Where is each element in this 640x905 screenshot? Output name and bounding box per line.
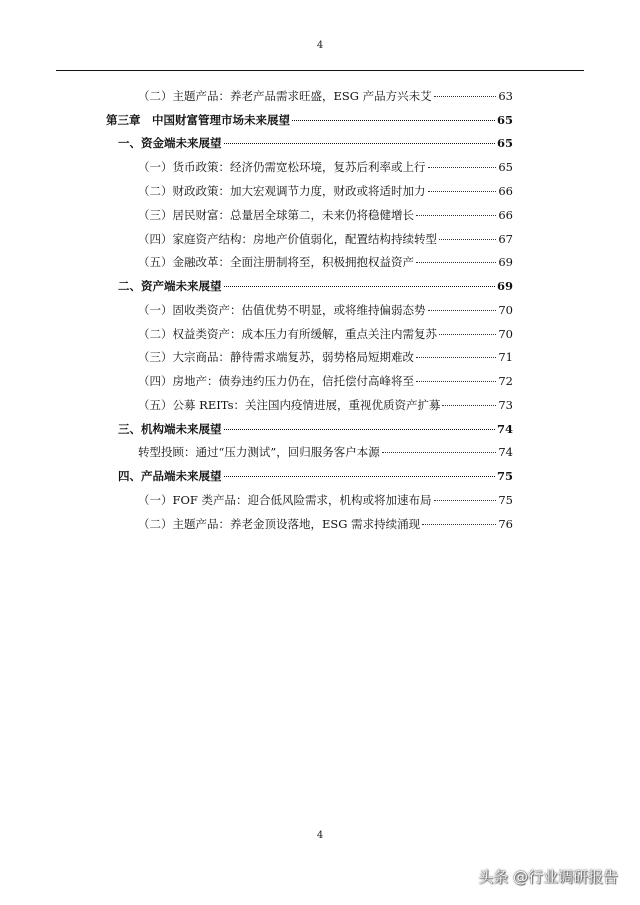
toc-entry[interactable]	[138, 205, 513, 225]
dot-leader	[442, 405, 496, 406]
dot-leader	[428, 167, 497, 168]
toc-entry-page-number: 73	[498, 398, 513, 412]
toc-entry-page-number: 66	[498, 208, 513, 222]
dot-leader	[416, 357, 496, 358]
toc-entry-title: （二）主题产品：养老金顶设落地，ESG 需求持续涌现	[138, 517, 421, 531]
toc-entry-title: 转型投顾：通过“压力测试”，回归服务客户本源	[138, 445, 380, 459]
toc-entry[interactable]	[138, 347, 513, 367]
toc-entry-page-number: 65	[496, 113, 513, 127]
dot-leader	[428, 310, 497, 311]
toc-entry-title: （四）家庭资产结构：房地产价值弱化，配置结构持续转型	[138, 232, 437, 246]
dot-leader	[224, 143, 495, 144]
toc-entry[interactable]	[138, 229, 513, 249]
toc-entry-page-number: 72	[498, 374, 513, 388]
dot-leader	[434, 500, 497, 501]
toc-entry-page-number: 70	[498, 303, 513, 317]
toc-entry[interactable]	[138, 86, 513, 106]
toc-entry-title: （五）金融改革：全面注册制将至，积极拥抱权益资产	[138, 255, 414, 269]
header-rule	[56, 70, 584, 71]
toc-entry[interactable]	[106, 110, 513, 130]
toc-entry[interactable]	[138, 252, 513, 272]
toc-entry[interactable]	[118, 276, 513, 296]
toc-entry-page-number: 76	[498, 517, 513, 531]
toc-entry-title: （二）财政政策：加大宏观调节力度，财政或将适时加力	[138, 184, 426, 198]
toc-entry-page-number: 74	[496, 422, 513, 436]
toc-entry-title: （三）居民财富：总量居全球第二，未来仍将稳健增长	[138, 208, 414, 222]
page-number-top: 4	[316, 40, 324, 51]
dot-leader	[224, 476, 495, 477]
dot-leader	[224, 286, 495, 287]
dot-leader	[416, 215, 496, 216]
toc-entry-title: 一、资金端未来展望	[118, 136, 222, 150]
toc-entry[interactable]	[118, 419, 513, 439]
toc-entry[interactable]	[138, 300, 513, 320]
toc-entry-title: 第三章 中国财富管理市场未来展望	[106, 113, 290, 127]
dot-leader	[439, 334, 496, 335]
toc-entry-page-number: 67	[498, 232, 513, 246]
toc-entry-page-number: 69	[498, 255, 513, 269]
page-number-bottom: 4	[316, 830, 324, 841]
toc-entry-page-number: 66	[498, 184, 513, 198]
toc-entry-page-number: 69	[496, 279, 513, 293]
dot-leader	[439, 239, 496, 240]
toc-entry-title: （四）房地产：债券违约压力仍在，信托偿付高峰将至	[138, 374, 414, 388]
toc-entry-page-number: 65	[496, 136, 513, 150]
dot-leader	[382, 452, 497, 453]
dot-leader	[416, 262, 496, 263]
toc-entry-title: （五）公募 REITs：关注国内疫情进展，重视优质资产扩募	[138, 398, 441, 412]
dot-leader	[422, 524, 496, 525]
toc-entry-title: 四、产品端未来展望	[118, 469, 222, 483]
toc-entry-page-number: 65	[498, 160, 513, 174]
toc-entry[interactable]	[138, 157, 513, 177]
toc-entry-title: （二）权益类资产：成本压力有所缓解，重点关注内需复苏	[138, 327, 437, 341]
toc-entry[interactable]	[118, 466, 513, 486]
toc-entry[interactable]	[138, 490, 513, 510]
toc-entry[interactable]	[138, 442, 513, 462]
toc-entry-title: 二、资产端未来展望	[118, 279, 222, 293]
toc-entry[interactable]	[138, 324, 513, 344]
dot-leader	[434, 96, 497, 97]
toc-entry[interactable]	[138, 371, 513, 391]
toc-entry-page-number: 71	[498, 350, 513, 364]
dot-leader	[428, 191, 497, 192]
toc-entry-title: （二）主题产品：养老产品需求旺盛，ESG 产品方兴未艾	[138, 89, 432, 103]
toc-entry[interactable]	[118, 133, 513, 153]
toc-entry-title: （一）货币政策：经济仍需宽松环境，复苏后利率或上行	[138, 160, 426, 174]
toc-entry[interactable]	[138, 395, 513, 415]
toc-entry[interactable]	[138, 181, 513, 201]
toc-entry-title: 三、机构端未来展望	[118, 422, 222, 436]
toc-entry-page-number: 63	[498, 89, 513, 103]
dot-leader	[224, 429, 495, 430]
toc-entry[interactable]	[138, 514, 513, 534]
watermark: 头条 @行业调研报告	[478, 868, 618, 886]
toc-entry-page-number: 75	[498, 493, 513, 507]
toc-entry-page-number: 75	[496, 469, 513, 483]
dot-leader	[416, 381, 496, 382]
toc-entry-page-number: 74	[498, 445, 513, 459]
toc-entry-title: （三）大宗商品：静待需求端复苏，弱势格局短期难改	[138, 350, 414, 364]
toc-entry-title: （一）FOF 类产品：迎合低风险需求，机构或将加速布局	[138, 493, 432, 507]
toc-entry-page-number: 70	[498, 327, 513, 341]
toc-entry-title: （一）固收类资产：估值优势不明显，或将维持偏弱态势	[138, 303, 426, 317]
dot-leader	[292, 120, 495, 121]
